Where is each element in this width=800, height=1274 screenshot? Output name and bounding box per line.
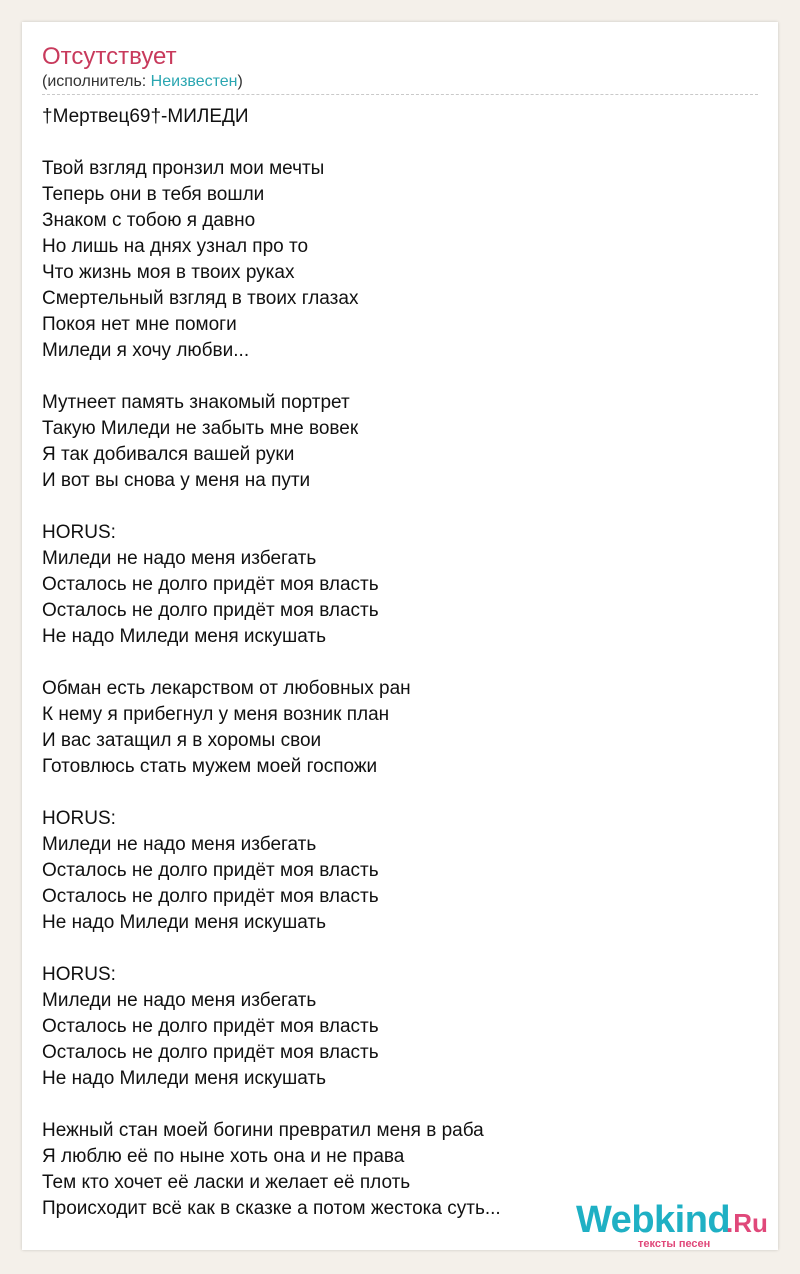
lyrics-blank-line: [42, 364, 501, 390]
logo-text: Webkind: [576, 1199, 731, 1241]
lyrics-line: И вот вы снова у меня на пути: [42, 470, 311, 491]
lyrics-blank-line: [42, 1092, 501, 1118]
lyrics-blank-line: [42, 130, 501, 156]
lyrics-blank-line: [42, 650, 501, 676]
artist-suffix: ): [237, 73, 243, 90]
lyrics-blank-line: [42, 494, 501, 520]
logo-tagline: тексты песен: [638, 1238, 711, 1250]
lyrics-line: К нему я прибегнул у меня возник план: [42, 704, 390, 725]
webkind-logo[interactable]: [576, 1200, 772, 1248]
lyrics-body: [42, 104, 501, 1222]
lyrics-line: Не надо Миледи меня искушать: [42, 912, 327, 933]
lyrics-line: HORUS:: [42, 808, 116, 829]
lyrics-line: Твой взгляд пронзил мои мечты: [42, 158, 325, 179]
lyrics-line: Миледи не надо меня избегать: [42, 834, 317, 855]
lyrics-line: Не надо Миледи меня искушать: [42, 1068, 327, 1089]
lyrics-line: Осталось не долго придёт моя власть: [42, 886, 379, 907]
lyrics-line: Я люблю её по ныне хоть она и не права: [42, 1146, 405, 1167]
logo-tld: .Ru: [726, 1208, 768, 1238]
lyrics-line: Происходит всё как в сказке а потом жестока суть...: [42, 1198, 501, 1219]
lyrics-line: Обман есть лекарством от любовных ран: [42, 678, 411, 699]
artist-line: [42, 72, 243, 92]
lyrics-line: Миледи не надо меня избегать: [42, 548, 317, 569]
lyrics-line: Нежный стан моей богини превратил меня в раба: [42, 1120, 484, 1141]
lyrics-blank-line: [42, 936, 501, 962]
lyrics-line: Осталось не долго придёт моя власть: [42, 1042, 379, 1063]
lyrics-line: Осталось не долго придёт моя власть: [42, 1016, 379, 1037]
lyrics-blank-line: [42, 780, 501, 806]
lyrics-line: Я так добивался вашей руки: [42, 444, 295, 465]
lyrics-line: Но лишь на днях узнал про то: [42, 236, 309, 257]
lyrics-line: Покоя нет мне помоги: [42, 314, 237, 335]
lyrics-line: HORUS:: [42, 522, 116, 543]
divider: [42, 94, 758, 95]
lyrics-line: Миледи я хочу любви...: [42, 340, 250, 361]
song-title: Отсутствует: [42, 43, 177, 70]
lyrics-line: Готовлюсь стать мужем моей госпожи: [42, 756, 378, 777]
lyrics-line: Теперь они в тебя вошли: [42, 184, 265, 205]
lyrics-line: И вас затащил я в хоромы свои: [42, 730, 322, 751]
lyrics-line: Смертельный взгляд в твоих глазах: [42, 288, 359, 309]
lyrics-line: Осталось не долго придёт моя власть: [42, 600, 379, 621]
lyrics-line: HORUS:: [42, 964, 116, 985]
artist-prefix: (исполнитель:: [42, 73, 151, 90]
lyrics-line: Осталось не долго придёт моя власть: [42, 574, 379, 595]
lyrics-line: Знаком с тобою я давно: [42, 210, 256, 231]
lyrics-line: †Мертвец69†-МИЛЕДИ: [42, 106, 249, 127]
lyrics-line: Мутнеет память знакомый портрет: [42, 392, 350, 413]
lyrics-line: Осталось не долго придёт моя власть: [42, 860, 379, 881]
artist-link[interactable]: Неизвестен: [150, 73, 238, 90]
lyrics-line: Не надо Миледи меня искушать: [42, 626, 327, 647]
lyrics-card: [22, 22, 778, 1250]
lyrics-line: Миледи не надо меня избегать: [42, 990, 317, 1011]
lyrics-line: Тем кто хочет её ласки и желает её плоть: [42, 1172, 411, 1193]
lyrics-line: Такую Миледи не забыть мне вовек: [42, 418, 359, 439]
lyrics-line: Что жизнь моя в твоих руках: [42, 262, 295, 283]
